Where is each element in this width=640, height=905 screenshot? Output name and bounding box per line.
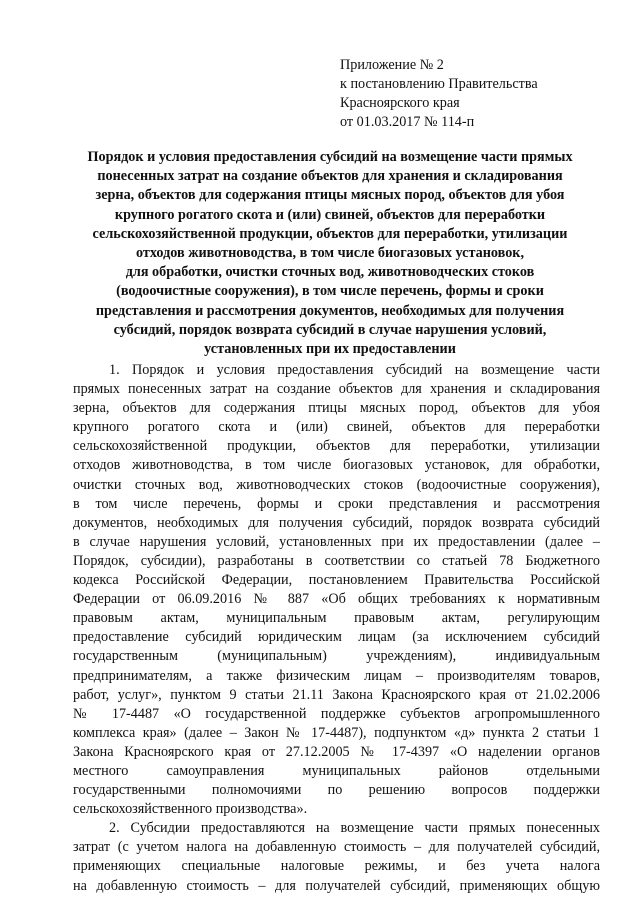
paragraph-line: кодекса Российской Федерации, постановлением Правительства Российской [73, 572, 600, 589]
document-body [73, 361, 600, 896]
paragraph-line: в случае нарушения условий, установленных при их предоставлении (далее – [73, 533, 600, 550]
title-line: понесенных затрат на создание объектов для хранения и складирования [97, 168, 563, 185]
paragraph-line: 1. Порядок и условия предоставления субсидий на возмещение части [109, 362, 600, 378]
title-line: для обработки, очистки сточных вод, животноводческих стоков [125, 264, 535, 281]
title-line: Порядок и условия предоставления субсидий на возмещение части прямых [87, 149, 573, 165]
paragraph-line: прямых понесенных затрат на создание объектов для хранения и складирования [73, 381, 600, 398]
paragraph-line: предпринимателям, а также физическим лицам – производителям товаров, [73, 667, 600, 684]
paragraph-line: очистки сточных вод, животноводческих стоков (водоочистные сооружения), [73, 476, 600, 493]
paragraph-line: правовым актам, муниципальным правовым актам, регулирующим [73, 610, 600, 627]
appendix-line: Красноярского края [340, 95, 460, 111]
title-line: установленных при их предоставлении [204, 341, 456, 358]
paragraph-line: комплекса края» (далее – Закон № 17-4487), подпунктом «д» пункта 2 статьи 1 [73, 724, 600, 741]
paragraph-line: 2. Субсидии предоставляются на возмещение части прямых понесенных [109, 820, 600, 837]
title-line: зерна, объектов для содержания птицы мясных пород, объектов для убоя [95, 187, 565, 204]
paragraph-line: Закона Красноярского края от 27.12.2005 № 17-4397 «О наделении органов [73, 743, 600, 760]
paragraph-line: государственным (муниципальным) учреждениям), индивидуальным [73, 648, 600, 665]
paragraph-1 [73, 361, 600, 819]
title-line: субсидий, порядок возврата субсидий в случае нарушения условий, [113, 321, 547, 338]
paragraph-line: № 17-4487 «О государственной поддержке субъектов агропромышленного [73, 705, 600, 722]
title-line: представления и рассмотрения документов, необходимых для получения [95, 302, 565, 319]
appendix-line: к постановлению Правительства [340, 76, 538, 92]
paragraph-line: затрат (с учетом налога на добавленную стоимость – для получателей субсидий, [73, 839, 600, 856]
paragraph-line: Федерации от 06.09.2016 № 887 «Об общих требованиях к нормативным [73, 591, 600, 608]
paragraph-line: крупного рогатого скота и (или) свиней, объектов для переработки [73, 419, 600, 436]
appendix-line: от 01.03.2017 № 114-п [340, 114, 475, 130]
title-line: (водоочистные сооружения), в том числе перечень, формы и сроки [116, 283, 544, 300]
paragraph-line: на добавленную стоимость – для получателей субсидий, применяющих общую [73, 877, 600, 894]
title-line: сельскохозяйственной продукции, объектов для переработки, утилизации [92, 225, 568, 242]
title-line: крупного рогатого скота и (или) свиней, объектов для переработки [114, 206, 546, 223]
paragraph-line: Порядок, субсидии), разработаны в соответствии со статьей 78 Бюджетного [73, 552, 600, 569]
paragraph-line: в том числе перечень, формы и сроки представления и рассмотрения [73, 495, 600, 512]
paragraph-line: применяющих специальные налоговые режимы, и без учета налога [73, 858, 600, 875]
paragraph-line: государственными полномочиями по решению вопросов поддержки [73, 782, 600, 799]
paragraph-line: предоставление субсидий юридическим лицам (за исключением субсидий [73, 629, 600, 646]
paragraph-line: сельскохозяйственного производства». [73, 801, 308, 818]
paragraph-line: сельскохозяйственной продукции, объектов для переработки, утилизации [73, 438, 600, 455]
paragraph-line: работ, услуг», пунктом 9 статьи 21.11 Закона Красноярского края от 21.02.2006 [73, 686, 600, 703]
document-title [60, 148, 600, 359]
paragraph-line: зерна, объектов для содержания птицы мясных пород, объектов для убоя [73, 400, 600, 417]
title-line: отходов животноводства, в том числе биогазовых установок, [135, 245, 525, 262]
appendix-line: Приложение № 2 [340, 57, 444, 73]
appendix-block [340, 56, 610, 132]
paragraph-2 [73, 819, 600, 895]
paragraph-line: отходов животноводства, в том числе биогазовых установок, для обработки, [73, 457, 600, 474]
paragraph-line: местного самоуправления муниципальных районов отдельными [73, 762, 600, 779]
paragraph-line: документов, необходимых для получения субсидий, порядок возврата субсидий [73, 514, 600, 531]
